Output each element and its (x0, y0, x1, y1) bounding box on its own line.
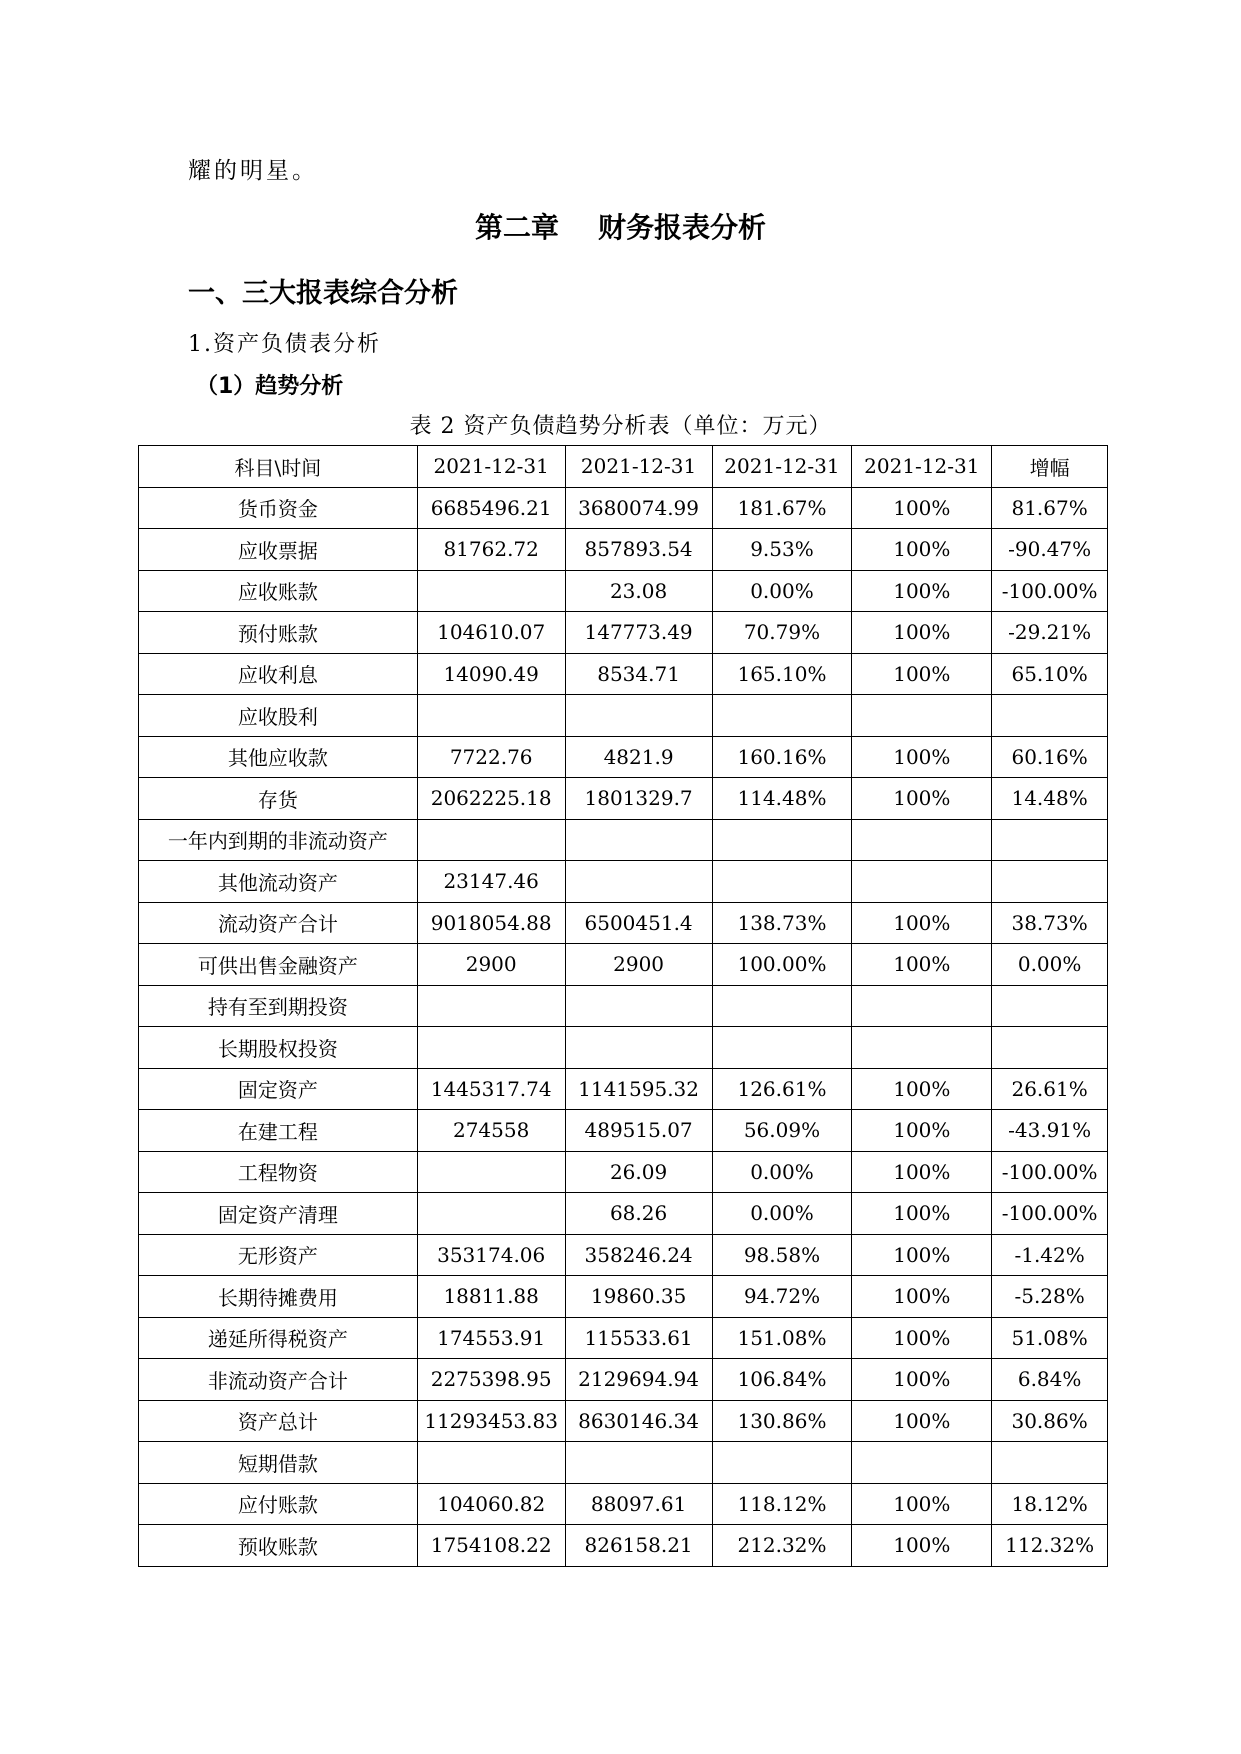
table-row (139, 612, 1108, 654)
row-label-cell: 货币资金 (139, 487, 418, 529)
row-label-cell: 预付账款 (139, 612, 418, 654)
value-cell (565, 861, 712, 903)
table-row (139, 944, 1108, 986)
value-cell: 2275398.95 (417, 1359, 565, 1401)
value-cell: 489515.07 (565, 1110, 712, 1152)
table-row (139, 819, 1108, 861)
value-cell (565, 985, 712, 1027)
value-cell: 4821.9 (565, 736, 712, 778)
value-cell: 3680074.99 (565, 487, 712, 529)
row-label-cell: 在建工程 (139, 1110, 418, 1152)
value-cell: 212.32% (712, 1525, 852, 1567)
value-cell: 274558 (417, 1110, 565, 1152)
value-cell: 1754108.22 (417, 1525, 565, 1567)
value-cell (992, 819, 1108, 861)
intro-text: 耀的明星。 (188, 158, 318, 184)
table-row (139, 1442, 1108, 1484)
header-cell: 2021-12-31 (565, 446, 712, 488)
row-label-cell: 固定资产清理 (139, 1193, 418, 1235)
value-cell: 0.00% (712, 1151, 852, 1193)
row-label-cell: 应收票据 (139, 529, 418, 571)
value-cell: 100% (852, 778, 992, 820)
value-cell: 51.08% (992, 1317, 1108, 1359)
table-row (139, 1317, 1108, 1359)
row-label-cell: 流动资产合计 (139, 902, 418, 944)
value-cell (712, 1027, 852, 1069)
value-cell: 70.79% (712, 612, 852, 654)
section-title: 一、三大报表综合分析 (188, 278, 458, 309)
value-cell (417, 819, 565, 861)
row-label-cell: 持有至到期投资 (139, 985, 418, 1027)
table-row (139, 1027, 1108, 1069)
value-cell (417, 1193, 565, 1235)
row-label-cell: 工程物资 (139, 1151, 418, 1193)
value-cell: 88097.61 (565, 1483, 712, 1525)
value-cell: 100% (852, 1525, 992, 1567)
value-cell: 6685496.21 (417, 487, 565, 529)
value-cell: 0.00% (712, 570, 852, 612)
value-cell: 857893.54 (565, 529, 712, 571)
row-label-cell: 短期借款 (139, 1442, 418, 1484)
chapter-title: 第二章 财务报表分析 (475, 211, 766, 244)
row-label-cell: 应收股利 (139, 695, 418, 737)
value-cell (417, 985, 565, 1027)
value-cell: 23.08 (565, 570, 712, 612)
value-cell: 65.10% (992, 653, 1108, 695)
table-caption: 表 2 资产负债趋势分析表（单位：万元） (409, 414, 832, 439)
value-cell: 1801329.7 (565, 778, 712, 820)
value-cell: 126.61% (712, 1068, 852, 1110)
value-cell: 106.84% (712, 1359, 852, 1401)
value-cell: 2062225.18 (417, 778, 565, 820)
value-cell: 160.16% (712, 736, 852, 778)
value-cell: 2129694.94 (565, 1359, 712, 1401)
value-cell (417, 695, 565, 737)
value-cell: 100% (852, 1317, 992, 1359)
table-row (139, 861, 1108, 903)
value-cell: 8630146.34 (565, 1400, 712, 1442)
value-cell (852, 1027, 992, 1069)
value-cell: 14090.49 (417, 653, 565, 695)
value-cell: 100% (852, 529, 992, 571)
row-label-cell: 应付账款 (139, 1483, 418, 1525)
value-cell: 826158.21 (565, 1525, 712, 1567)
value-cell: 353174.06 (417, 1234, 565, 1276)
value-cell: 0.00% (712, 1193, 852, 1235)
row-label-cell: 一年内到期的非流动资产 (139, 819, 418, 861)
value-cell: 147773.49 (565, 612, 712, 654)
value-cell: 100% (852, 1400, 992, 1442)
table-row (139, 1483, 1108, 1525)
table-row (139, 778, 1108, 820)
value-cell (852, 695, 992, 737)
value-cell: 100% (852, 944, 992, 986)
value-cell: 100% (852, 1068, 992, 1110)
table-row (139, 1276, 1108, 1318)
header-cell: 增幅 (992, 446, 1108, 488)
value-cell (417, 570, 565, 612)
value-cell: 23147.46 (417, 861, 565, 903)
value-cell: 358246.24 (565, 1234, 712, 1276)
value-cell (565, 695, 712, 737)
value-cell: 100% (852, 653, 992, 695)
value-cell: 114.48% (712, 778, 852, 820)
table-row (139, 1151, 1108, 1193)
value-cell: 130.86% (712, 1400, 852, 1442)
header-cell: 科目\时间 (139, 446, 418, 488)
value-cell: 1445317.74 (417, 1068, 565, 1110)
value-cell: -100.00% (992, 1151, 1108, 1193)
value-cell: 56.09% (712, 1110, 852, 1152)
value-cell (417, 1442, 565, 1484)
table-row (139, 1193, 1108, 1235)
value-cell (712, 985, 852, 1027)
table-row (139, 736, 1108, 778)
value-cell (852, 861, 992, 903)
table-header-row (139, 446, 1108, 488)
value-cell: 7722.76 (417, 736, 565, 778)
value-cell: 100% (852, 1110, 992, 1152)
row-label-cell: 固定资产 (139, 1068, 418, 1110)
value-cell (992, 861, 1108, 903)
table-row (139, 1110, 1108, 1152)
value-cell: 118.12% (712, 1483, 852, 1525)
row-label-cell: 长期股权投资 (139, 1027, 418, 1069)
table-body (139, 487, 1108, 1566)
value-cell: 100% (852, 1276, 992, 1318)
row-label-cell: 应收账款 (139, 570, 418, 612)
value-cell: 94.72% (712, 1276, 852, 1318)
value-cell: 181.67% (712, 487, 852, 529)
value-cell: 0.00% (992, 944, 1108, 986)
value-cell: 165.10% (712, 653, 852, 695)
value-cell: 100% (852, 736, 992, 778)
value-cell: 100% (852, 1359, 992, 1401)
value-cell: 9018054.88 (417, 902, 565, 944)
value-cell (417, 1027, 565, 1069)
value-cell: 2900 (417, 944, 565, 986)
value-cell: 100% (852, 487, 992, 529)
value-cell: 174553.91 (417, 1317, 565, 1359)
table-row (139, 902, 1108, 944)
row-label-cell: 其他应收款 (139, 736, 418, 778)
value-cell: -90.47% (992, 529, 1108, 571)
header-cell: 2021-12-31 (417, 446, 565, 488)
value-cell: 14.48% (992, 778, 1108, 820)
value-cell: 26.61% (992, 1068, 1108, 1110)
value-cell: 26.09 (565, 1151, 712, 1193)
row-label-cell: 无形资产 (139, 1234, 418, 1276)
row-label-cell: 其他流动资产 (139, 861, 418, 903)
value-cell: 112.32% (992, 1525, 1108, 1567)
value-cell: -100.00% (992, 1193, 1108, 1235)
value-cell: 38.73% (992, 902, 1108, 944)
table-row (139, 487, 1108, 529)
row-label-cell: 应收利息 (139, 653, 418, 695)
table-row (139, 653, 1108, 695)
value-cell (992, 1027, 1108, 1069)
value-cell: 6500451.4 (565, 902, 712, 944)
value-cell: 68.26 (565, 1193, 712, 1235)
value-cell (852, 819, 992, 861)
value-cell: 6.84% (992, 1359, 1108, 1401)
value-cell: 98.58% (712, 1234, 852, 1276)
table-row (139, 570, 1108, 612)
value-cell: 19860.35 (565, 1276, 712, 1318)
value-cell (565, 1027, 712, 1069)
value-cell (712, 695, 852, 737)
value-cell: -43.91% (992, 1110, 1108, 1152)
value-cell (417, 1151, 565, 1193)
table-row (139, 1400, 1108, 1442)
value-cell (852, 1442, 992, 1484)
value-cell: -1.42% (992, 1234, 1108, 1276)
value-cell: 100.00% (712, 944, 852, 986)
row-label-cell: 存货 (139, 778, 418, 820)
value-cell (992, 1442, 1108, 1484)
value-cell: 11293453.83 (417, 1400, 565, 1442)
value-cell: 100% (852, 1193, 992, 1235)
value-cell: 60.16% (992, 736, 1108, 778)
value-cell (712, 1442, 852, 1484)
subsubsection-title: （1）趋势分析 (196, 374, 344, 399)
row-label-cell: 预收账款 (139, 1525, 418, 1567)
table-row (139, 695, 1108, 737)
value-cell: 100% (852, 570, 992, 612)
row-label-cell: 递延所得税资产 (139, 1317, 418, 1359)
value-cell: 138.73% (712, 902, 852, 944)
asset-liability-trend-table (138, 445, 1108, 1567)
value-cell: 81762.72 (417, 529, 565, 571)
value-cell: 18.12% (992, 1483, 1108, 1525)
value-cell: 100% (852, 1483, 992, 1525)
value-cell: -5.28% (992, 1276, 1108, 1318)
value-cell (712, 861, 852, 903)
value-cell: 104060.82 (417, 1483, 565, 1525)
table-row (139, 985, 1108, 1027)
header-cell: 2021-12-31 (852, 446, 992, 488)
value-cell (565, 819, 712, 861)
table-row (139, 1068, 1108, 1110)
subsection-title: 1.资产负债表分析 (188, 332, 381, 357)
value-cell: 81.67% (992, 487, 1108, 529)
value-cell: 151.08% (712, 1317, 852, 1359)
row-label-cell: 可供出售金融资产 (139, 944, 418, 986)
value-cell: 100% (852, 1151, 992, 1193)
value-cell (852, 985, 992, 1027)
row-label-cell: 长期待摊费用 (139, 1276, 418, 1318)
value-cell: 100% (852, 902, 992, 944)
value-cell: 30.86% (992, 1400, 1108, 1442)
table-row (139, 1359, 1108, 1401)
value-cell (712, 819, 852, 861)
value-cell (565, 1442, 712, 1484)
row-label-cell: 非流动资产合计 (139, 1359, 418, 1401)
value-cell: 115533.61 (565, 1317, 712, 1359)
table-row (139, 529, 1108, 571)
value-cell (992, 695, 1108, 737)
value-cell: 8534.71 (565, 653, 712, 695)
value-cell: 104610.07 (417, 612, 565, 654)
table-row (139, 1525, 1108, 1567)
value-cell (992, 985, 1108, 1027)
value-cell: 2900 (565, 944, 712, 986)
header-cell: 2021-12-31 (712, 446, 852, 488)
value-cell: 100% (852, 612, 992, 654)
value-cell: -100.00% (992, 570, 1108, 612)
row-label-cell: 资产总计 (139, 1400, 418, 1442)
value-cell: 100% (852, 1234, 992, 1276)
value-cell: -29.21% (992, 612, 1108, 654)
table-row (139, 1234, 1108, 1276)
value-cell: 9.53% (712, 529, 852, 571)
value-cell: 1141595.32 (565, 1068, 712, 1110)
value-cell: 18811.88 (417, 1276, 565, 1318)
